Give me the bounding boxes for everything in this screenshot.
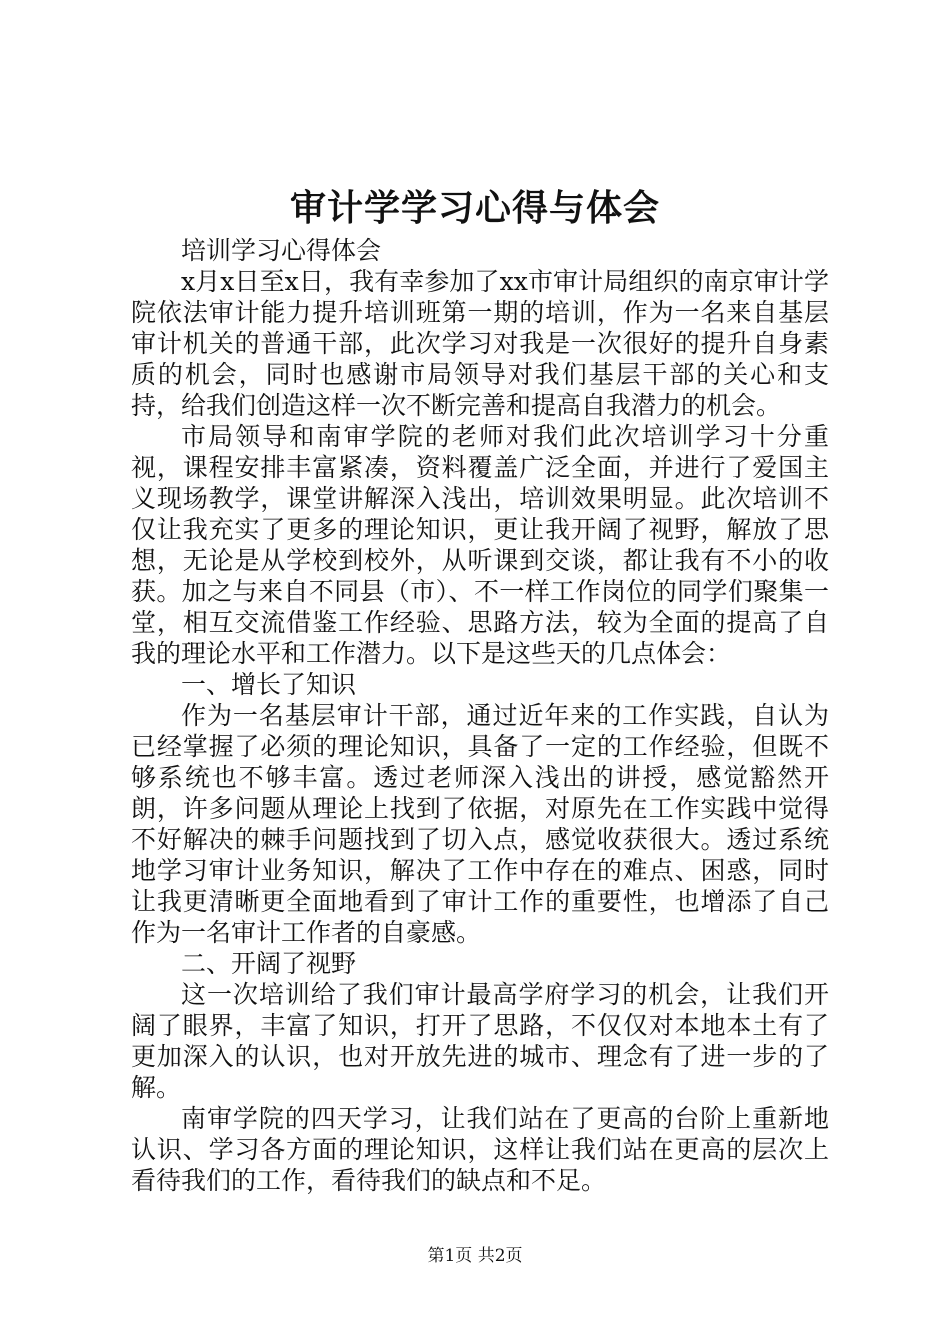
paragraph-subtitle: 培训学习心得体会 xyxy=(181,236,382,265)
section-heading-knowledge: 一、增长了知识 xyxy=(181,670,357,699)
paragraph-knowledge: 作为一名基层审计干部，通过近年来的工作实践，自认为已经掌握了必须的理论知识，具备了一定的工作经验，但既不够系统也不够丰富。透过老师深入浅出的讲授，感觉豁然开朗，许多问题从理论上找到了依据，对原先在工作实践中觉得不好解决的棘手问题找到了切入点，感觉收获很大。透过系统地学习审计业务知识，解决了工作中存在的难点、困惑，同时让我更清晰更全面地看到了审计工作的重要性，也增添了自己作为一名审计工作者的自豪感。 xyxy=(131,701,829,947)
paragraph-training-overview: 市局领导和南审学院的老师对我们此次培训学习十分重视，课程安排丰富紧凑，资料覆盖广泛全面，并进行了爱国主义现场教学，课堂讲解深入浅出，培训效果明显。此次培训不仅让我充实了更多的理论知识，更让我开阔了视野，解放了思想，无论是从学校到校外，从听课到交谈，都让我有不小的收获。加之与来自不同县（市）、不一样工作岗位的同学们聚集一堂，相互交流借鉴工作经验、思路方法，较为全面的提高了自我的理论水平和工作潜力。以下是这些天的几点体会： xyxy=(131,422,829,668)
document-title: 审计学学习心得与体会 xyxy=(289,187,660,229)
page-footer: 第1页 共2页 xyxy=(427,1246,523,1266)
paragraph-four-days: 南审学院的四天学习，让我们站在了更高的台阶上重新地认识、学习各方面的理论知识，这样让我们站在更高的层次上看待我们的工作，看待我们的缺点和不足。 xyxy=(131,1104,829,1195)
document-body xyxy=(131,235,829,1196)
paragraph-intro: x月x日至x日，我有幸参加了xx市审计局组织的南京审计学院依法审计能力提升培训班第一期的培训，作为一名来自基层审计机关的普通干部，此次学习对我是一次很好的提升自身素质的机会，同时也感谢市局领导对我们基层干部的关心和支持，给我们创造这样一次不断完善和提高自我潜力的机会。 xyxy=(131,267,829,420)
section-heading-vision: 二、开阔了视野 xyxy=(181,949,357,978)
paragraph-vision: 这一次培训给了我们审计最高学府学习的机会，让我们开阔了眼界，丰富了知识，打开了思路，不仅仅对本地本土有了更加深入的认识，也对开放先进的城市、理念有了进一步的了解。 xyxy=(131,980,829,1102)
